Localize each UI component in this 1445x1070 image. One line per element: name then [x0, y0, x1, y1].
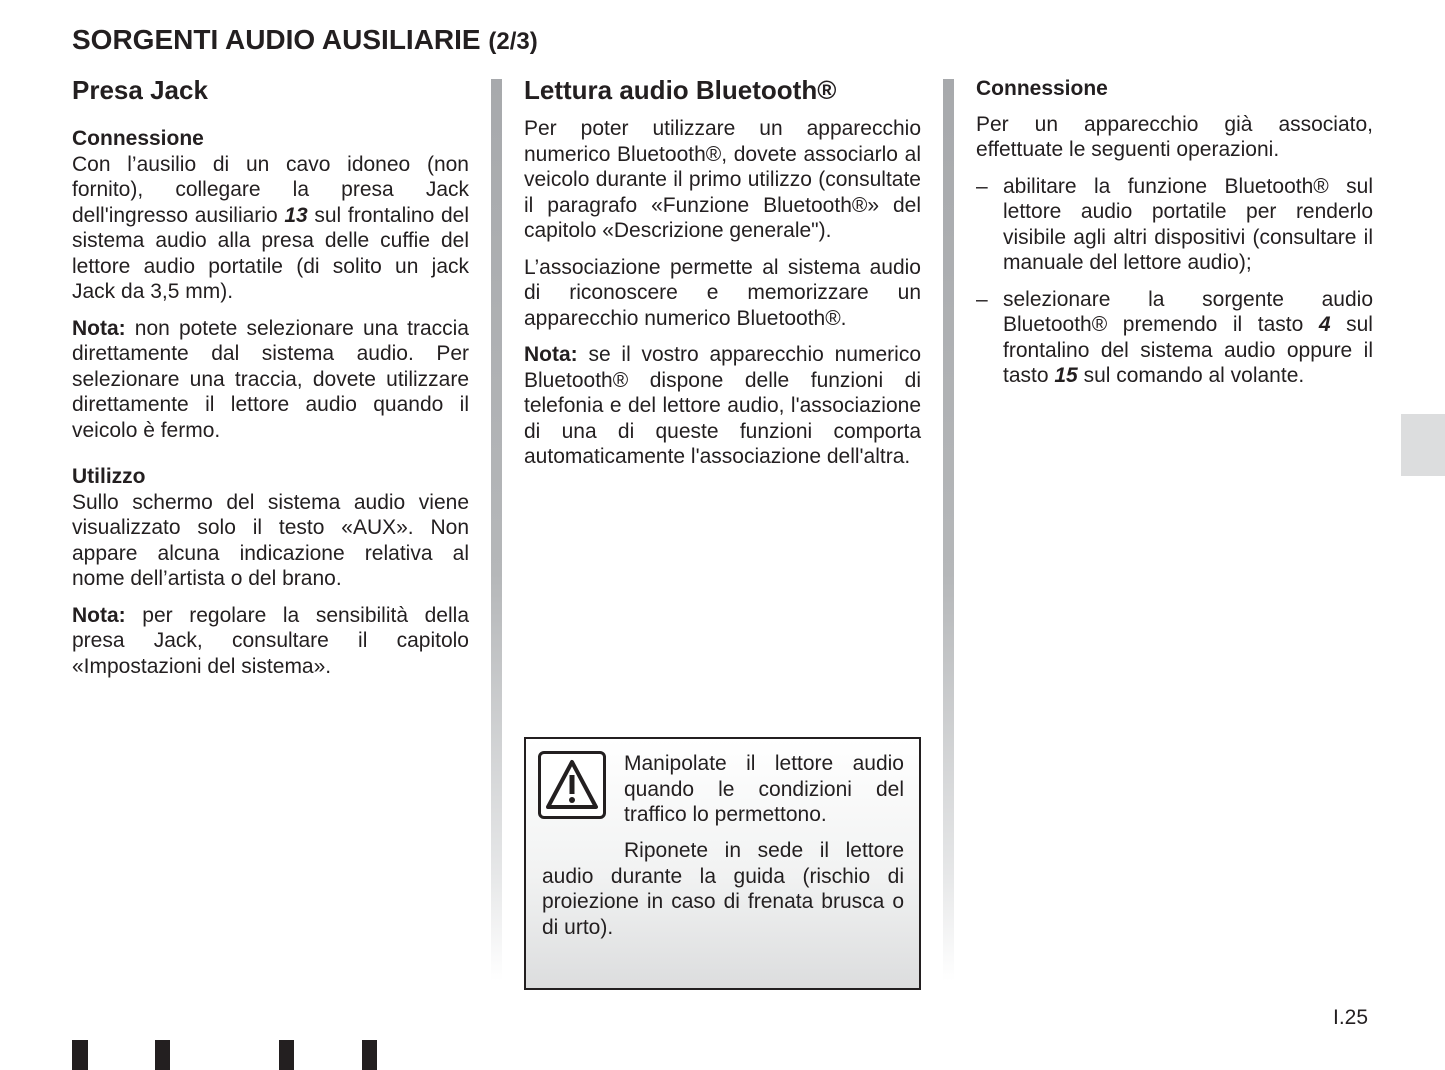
bluetooth-note-text: se il vostro apparecchio numerico Bluetooth® dispone delle funzioni di telefonia e del lettore audio, l'associazione di una di queste funzioni comporta automaticamente l'associazione dell'altra. — [524, 343, 921, 468]
warning-box — [524, 737, 921, 990]
list-item — [976, 174, 1373, 276]
chapter-tab-marker — [1401, 414, 1445, 476]
warning-triangle-icon — [538, 751, 606, 819]
page-title — [72, 24, 538, 56]
reference-number-15: 15 — [1054, 364, 1078, 387]
print-registration-mark — [362, 1040, 377, 1070]
connessione-text-b: sul frontalino del sistema audio alla presa delle cuffie del lettore audio portatile (di solito un jack Jack da 3,5 mm). — [72, 203, 469, 303]
subheading-connessione-bluetooth: Connessione — [976, 77, 1108, 100]
print-registration-mark — [155, 1040, 170, 1070]
page-title-suffix: (2/3) — [488, 28, 538, 55]
paragraph-utilizzo: Sullo schermo del sistema audio viene visualizzato solo il testo «AUX». Non appare alcuna indicazione relativa al nome dell’artista o del brano. — [72, 490, 469, 590]
column-divider — [943, 79, 954, 981]
reference-number-13: 13 — [284, 203, 308, 227]
column-presa-jack — [72, 74, 469, 679]
paragraph-connessione-intro: Per un apparecchio già associato, effettuate le seguenti operazioni. — [976, 112, 1373, 161]
paragraph-connessione — [72, 152, 469, 305]
warning-text-1: Manipolate il lettore audio quando le condizioni del traffico lo permettono. — [624, 752, 904, 826]
connessione-text-a: Con l’ausilio di un cavo idoneo (non fornito), collegare la presa Jack dell'ingresso ausiliario — [72, 152, 469, 227]
warning-triangle-svg — [545, 758, 599, 812]
column-connessione — [976, 74, 1373, 400]
print-registration-mark — [72, 1040, 88, 1070]
paragraph-bluetooth-note — [524, 342, 921, 470]
note-label: Nota: — [72, 603, 126, 627]
note-label: Nota: — [524, 343, 578, 366]
warning-text-2: Riponete in sede il lettore audio durante la guida (rischio di proiezione in caso di frenata brusca o di urto). — [542, 839, 904, 939]
list-item-text-a: selezionare la sorgente audio Bluetooth® premendo il tasto — [1003, 287, 1373, 336]
section-heading-bluetooth: Lettura audio Bluetooth® — [524, 75, 837, 105]
section-heading-presa-jack: Presa Jack — [72, 75, 208, 105]
page-title-text: SORGENTI AUDIO AUSILIARIE — [72, 24, 481, 55]
list-item — [976, 287, 1373, 389]
note-2-text: per regolare la sensibilità della presa Jack, consultare il capitolo «Impostazioni del sistema». — [72, 603, 469, 678]
list-item-text-b: sul frontalino del sistema audio oppure il tasto — [1003, 313, 1373, 387]
print-registration-mark — [279, 1040, 294, 1070]
subheading-connessione: Connessione — [72, 127, 204, 150]
subheading-utilizzo: Utilizzo — [72, 465, 146, 488]
paragraph-bluetooth-association: L’associazione permette al sistema audio di riconoscere e memorizzare un apparecchio numerico Bluetooth®. — [524, 255, 921, 330]
page-number: I.25 — [1333, 1006, 1369, 1029]
note-1-text: non potete selezionare una traccia direttamente dal sistema audio. Per selezionare una traccia, dovete utilizzare direttamente il lettore audio quando il veicolo è fermo. — [72, 316, 469, 442]
note-label: Nota: — [72, 316, 126, 340]
list-dash: – — [976, 287, 988, 311]
paragraph-bluetooth-intro: Per poter utilizzare un apparecchio numerico Bluetooth®, dovete associarlo al veicolo durante il primo utilizzo (consultate il paragrafo «Funzione Bluetooth®» del capitolo «Descrizione generale"). — [524, 117, 921, 242]
reference-number-4: 4 — [1318, 313, 1331, 336]
steps-list — [976, 174, 1373, 389]
paragraph-note-1 — [72, 316, 469, 444]
paragraph-note-2 — [72, 603, 469, 680]
column-bluetooth — [524, 74, 921, 470]
list-item-text-c: sul comando al volante. — [1083, 364, 1305, 387]
list-dash: – — [976, 174, 988, 198]
list-item-text: abilitare la funzione Bluetooth® sul lettore audio portatile per renderlo visibile agli altri dispositivi (consultare il manuale del lettore audio); — [1003, 174, 1373, 274]
column-divider — [491, 79, 502, 981]
